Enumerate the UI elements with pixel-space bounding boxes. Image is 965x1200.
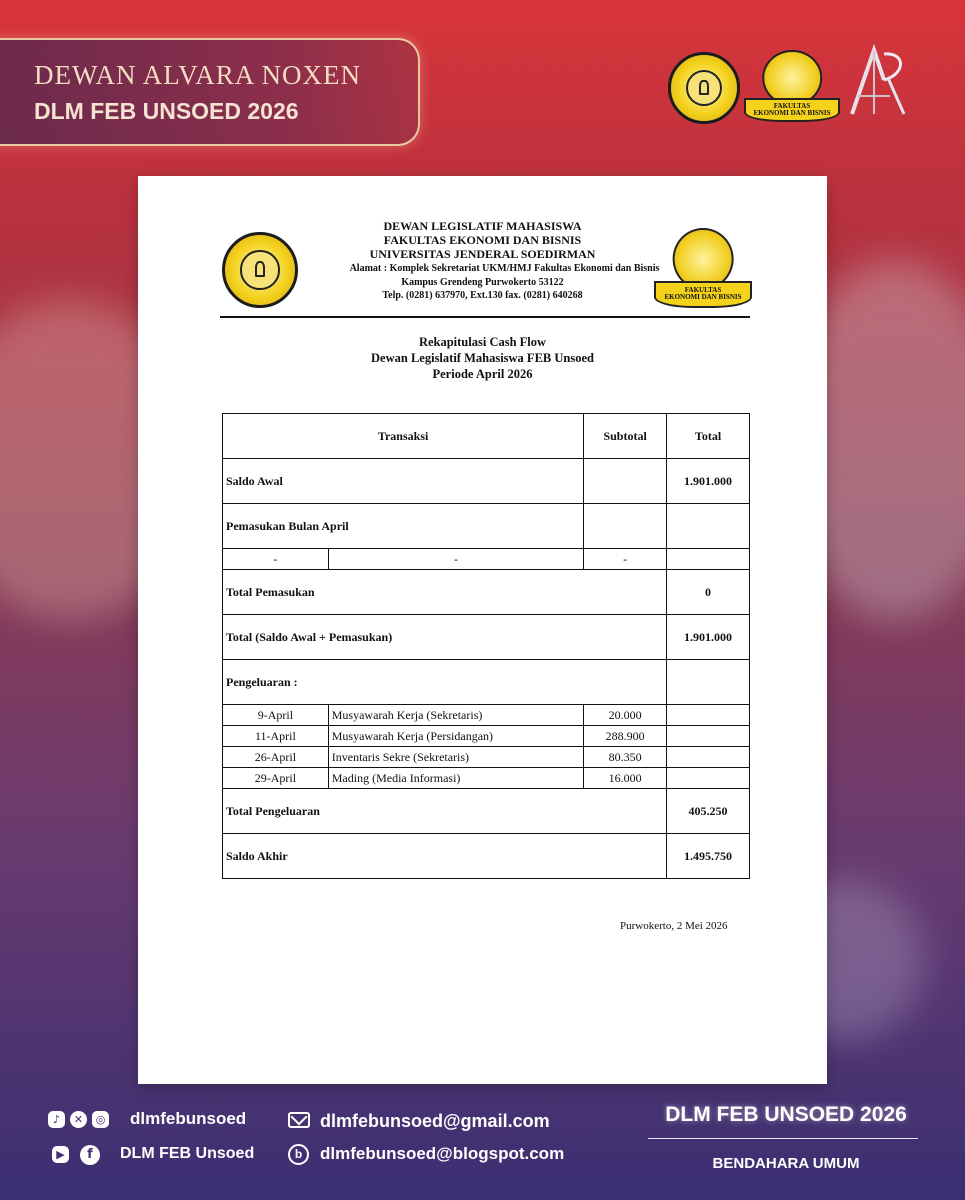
footer-org-title: DLM FEB UNSOED 2026: [665, 1103, 907, 1126]
feb-logo-ribbon: FAKULTAS EKONOMI DAN BISNIS: [744, 98, 840, 122]
footer-divider: [648, 1138, 918, 1139]
kop-line-3: UNIVERSITAS JENDERAL SOEDIRMAN: [369, 247, 596, 261]
pengeluaran-date: 29-April: [223, 768, 329, 789]
total-pengeluaran-label: Total Pengeluaran: [223, 789, 667, 834]
pemasukan-label: Pemasukan Bulan April: [223, 504, 584, 549]
banner-subtitle: DLM FEB UNSOED 2026: [34, 98, 299, 124]
pengeluaran-date: 11-April: [223, 726, 329, 747]
pemasukan-total-empty: [667, 504, 750, 549]
mail-icon: [288, 1112, 310, 1128]
total-pemasukan-value: 0: [667, 570, 750, 615]
pemasukan-desc: -: [328, 549, 583, 570]
saldo-akhir-value: 1.495.750: [667, 834, 750, 879]
social-name[interactable]: DLM FEB Unsoed: [120, 1145, 255, 1162]
doc-title-line-3: Periode April 2026: [432, 367, 533, 381]
header-total: Total: [667, 414, 750, 459]
pengeluaran-subtotal: 20.000: [584, 705, 667, 726]
table-row-saldo-awal: [223, 459, 750, 504]
unsoed-logo-emblem: [686, 70, 723, 107]
table-row-total-pemasukan: [223, 570, 750, 615]
pengeluaran-desc: Inventaris Sekre (Sekretaris): [328, 747, 583, 768]
saldo-awal-total: 1.901.000: [667, 459, 750, 504]
kop-feb-ribbon: FAKULTAS EKONOMI DAN BISNIS: [654, 281, 752, 308]
pemasukan-date: -: [223, 549, 329, 570]
total-pengeluaran-value: 405.250: [667, 789, 750, 834]
banner-title: DEWAN ALVARA NOXEN: [34, 60, 362, 90]
pengeluaran-row-total-empty: [667, 705, 750, 726]
saldo-akhir-label: Saldo Akhir: [223, 834, 667, 879]
table-row: [223, 768, 750, 789]
table-row: [223, 747, 750, 768]
pengeluaran-subtotal: 288.900: [584, 726, 667, 747]
doc-title-line-2: Dewan Legislatif Mahasiswa FEB Unsoed: [371, 351, 594, 365]
pengeluaran-date: 26-April: [223, 747, 329, 768]
header-banner: [0, 38, 420, 146]
pengeluaran-subtotal: 16.000: [584, 768, 667, 789]
footer-role: BENDAHARA UMUM: [712, 1155, 860, 1172]
table-row-saldo-akhir: [223, 834, 750, 879]
header-subtotal: Subtotal: [584, 414, 667, 459]
letterhead-divider: [220, 316, 750, 318]
doc-title-line-1: Rekapitulasi Cash Flow: [418, 335, 547, 349]
table-row-total-saldo-pemasukan: [223, 615, 750, 660]
kop-campus: Kampus Grendeng Purwokerto 53122: [401, 277, 564, 288]
blogger-icon: b: [288, 1144, 309, 1165]
feb-logo: [744, 50, 840, 122]
kop-phone: Telp. (0281) 637970, Ext.130 fax. (0281) 640268: [382, 290, 583, 301]
kop-line-2: FAKULTAS EKONOMI DAN BISNIS: [383, 233, 582, 247]
cashflow-document: [138, 176, 827, 1084]
pengeluaran-desc: Musyawarah Kerja (Sekretaris): [328, 705, 583, 726]
pemasukan-subtotal-empty: [584, 504, 667, 549]
pemasukan-subtotal: -: [584, 549, 667, 570]
table-row: [223, 705, 750, 726]
table-row-pengeluaran-heading: [223, 660, 750, 705]
pemasukan-row-total-empty: [667, 549, 750, 570]
blog-link[interactable]: dlmfebunsoed@blogspot.com: [320, 1144, 565, 1163]
pengeluaran-date: 9-April: [223, 705, 329, 726]
saldo-awal-subtotal: [584, 459, 667, 504]
pengeluaran-label: Pengeluaran :: [223, 660, 667, 705]
header-transaksi: Transaksi: [223, 414, 584, 459]
unsoed-logo: [668, 52, 740, 124]
table-row-total-pengeluaran: [223, 789, 750, 834]
total-saldo-pemasukan-label: Total (Saldo Awal + Pemasukan): [223, 615, 667, 660]
total-pemasukan-label: Total Pemasukan: [223, 570, 667, 615]
pengeluaran-row-total-empty: [667, 768, 750, 789]
pengeluaran-desc: Musyawarah Kerja (Persidangan): [328, 726, 583, 747]
pengeluaran-row-total-empty: [667, 747, 750, 768]
facebook-icon[interactable]: f: [80, 1145, 100, 1165]
tiktok-icon[interactable]: ♪: [48, 1111, 65, 1128]
cashflow-table: [222, 413, 750, 879]
pengeluaran-total-empty: [667, 660, 750, 705]
email-link[interactable]: dlmfebunsoed@gmail.com: [320, 1111, 550, 1131]
x-icon[interactable]: ✕: [70, 1111, 87, 1128]
kop-address: Alamat : Komplek Sekretariat UKM/HMJ Fakultas Ekonomi dan Bisnis: [349, 263, 660, 274]
youtube-icon[interactable]: ▶: [52, 1146, 69, 1163]
signature-place-date: Purwokerto, 2 Mei 2026: [620, 920, 728, 932]
pengeluaran-row-total-empty: [667, 726, 750, 747]
saldo-awal-label: Saldo Awal: [223, 459, 584, 504]
alvara-logo-icon: [844, 44, 912, 118]
table-row-pemasukan: [223, 549, 750, 570]
pengeluaran-desc: Mading (Media Informasi): [328, 768, 583, 789]
pengeluaran-subtotal: 80.350: [584, 747, 667, 768]
table-row: [223, 726, 750, 747]
table-header-row: [223, 414, 750, 459]
table-row-pemasukan-heading: [223, 504, 750, 549]
total-saldo-pemasukan-value: 1.901.000: [667, 615, 750, 660]
social-handle[interactable]: dlmfebunsoed: [130, 1109, 247, 1128]
kop-line-1: DEWAN LEGISLATIF MAHASISWA: [383, 219, 582, 233]
instagram-icon[interactable]: ◎: [92, 1111, 109, 1128]
